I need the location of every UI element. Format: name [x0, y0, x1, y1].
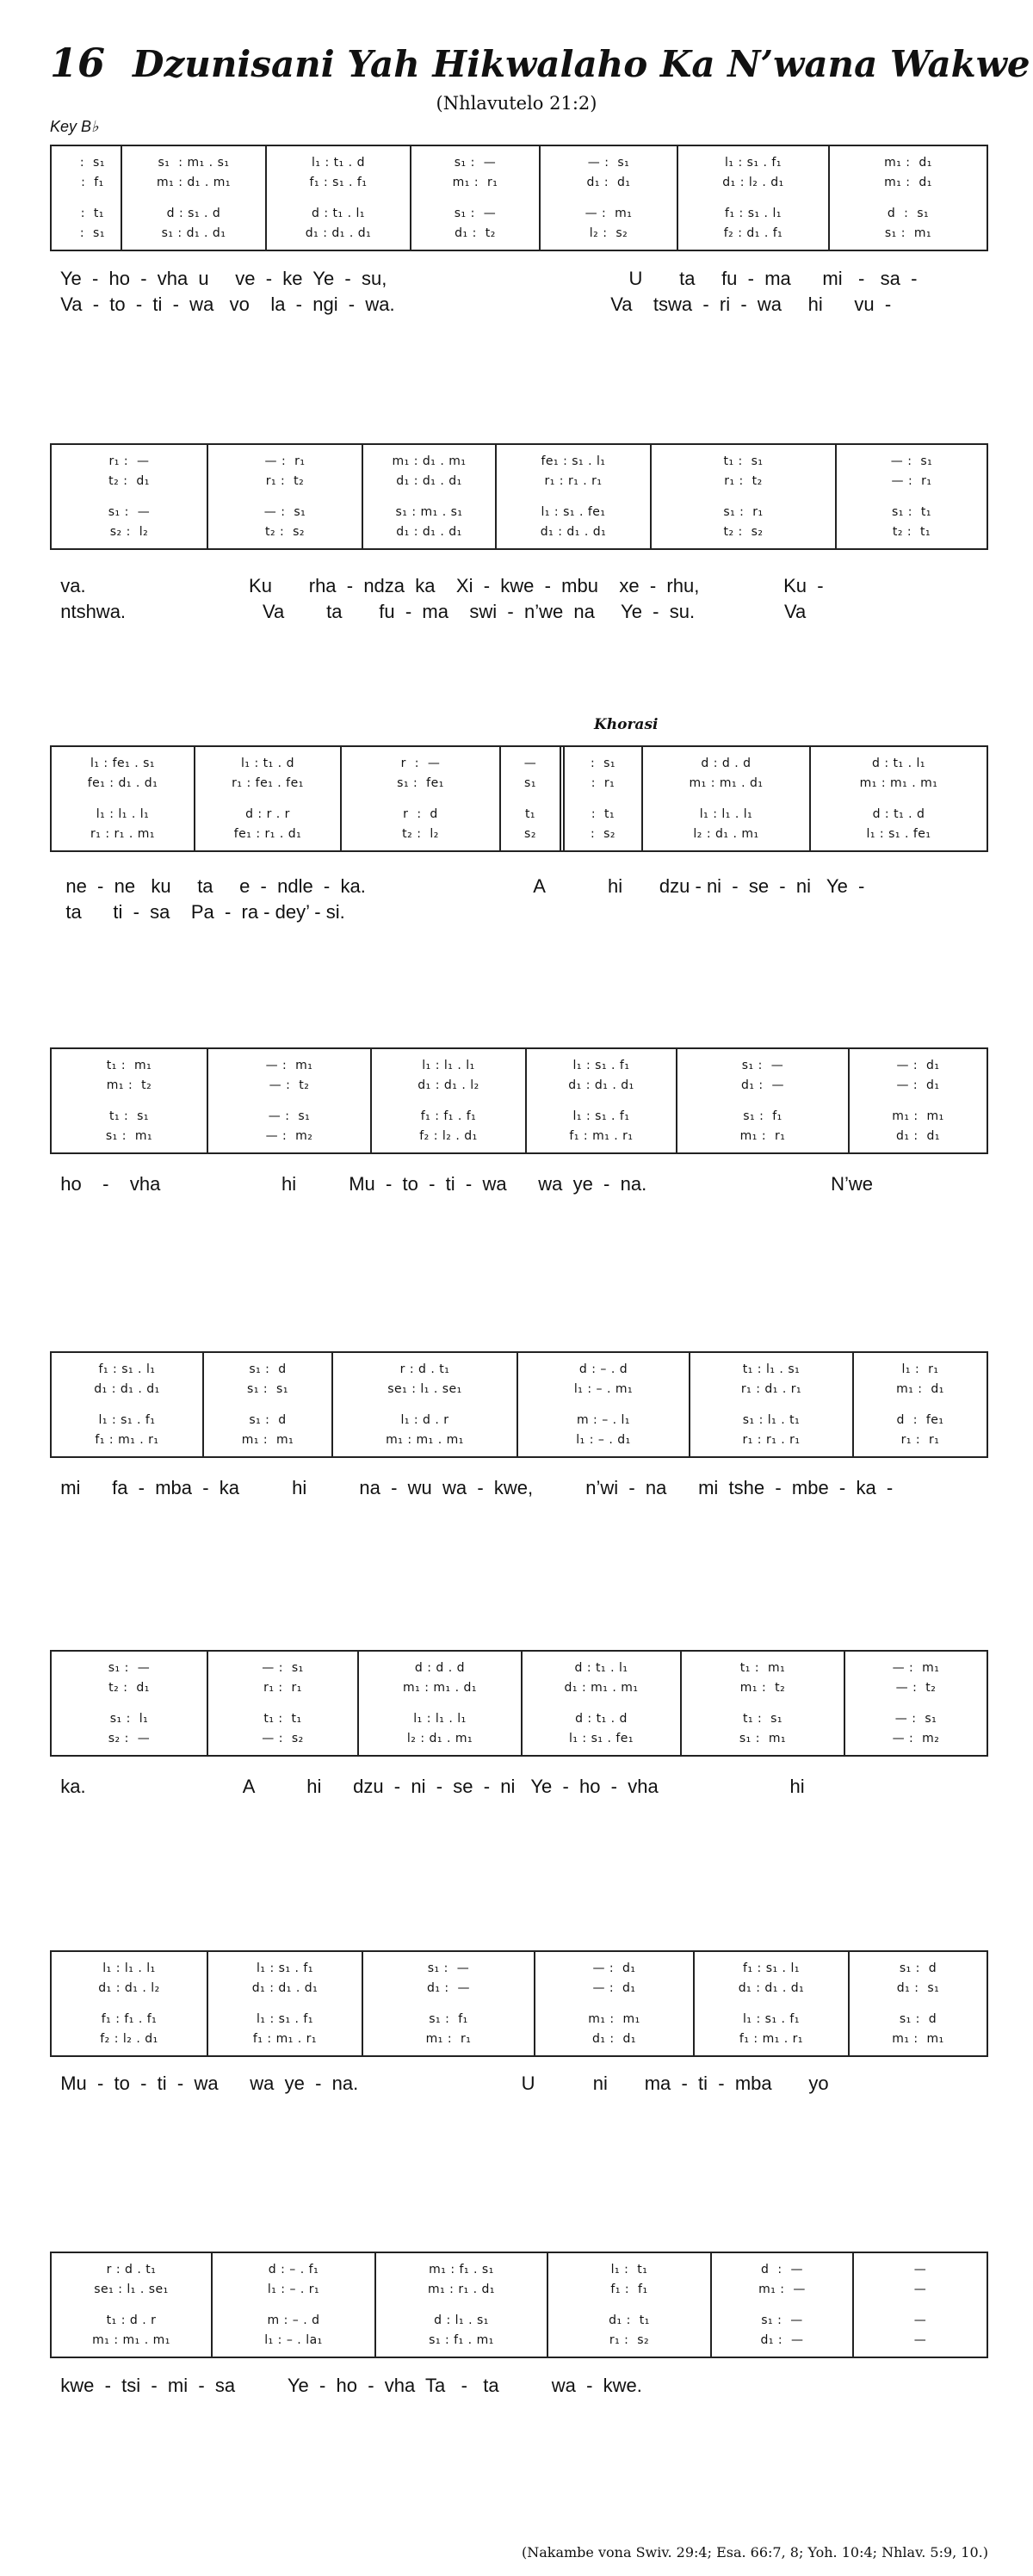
voice-line: m₁ : t₂	[106, 1078, 152, 1092]
voice-line: m₁ : r₁	[452, 176, 498, 189]
voice-line: l₁ : l₁ . l₁	[413, 1712, 467, 1726]
voice-line: l₁ : l₁ . l₁	[96, 807, 150, 821]
lyric-line: kwe - tsi - mi - sa Ye - ho - vha Ta - ta wa - kwe.	[50, 2375, 642, 2396]
voice-line: l₁ : l₁ . l₁	[102, 1961, 156, 1975]
measure	[207, 445, 362, 548]
voice-line: t₁ : t₁	[263, 1712, 302, 1726]
voice-line: t₁ : s₁	[108, 1109, 150, 1123]
voice-line: t₁	[524, 807, 536, 821]
voice-line: — : s₁	[890, 454, 933, 468]
voice-line: d : t₁ . d	[872, 807, 925, 821]
voice-line: t₂ : t₁	[892, 525, 931, 539]
voice-line: — : r₁	[891, 474, 932, 488]
voice-line: : r₁	[591, 776, 615, 790]
voice-line: s₁ : s₁	[247, 1382, 288, 1396]
voice-line: s₁ : —	[427, 1961, 470, 1975]
measure	[52, 747, 194, 850]
voice-line: fe₁ : r₁ . d₁	[233, 827, 302, 841]
voice-line: m : – . l₁	[576, 1413, 631, 1427]
voice-line: r₁ : d₁ . r₁	[740, 1382, 802, 1396]
voice-line: m₁ : m₁ . m₁	[92, 2333, 170, 2347]
voice-line: d₁ : d₁ . d₁	[568, 1078, 634, 1092]
lyric-line: ka. A hi dzu - ni - se - ni Ye - ho - vha hi	[50, 1776, 805, 1797]
measure	[52, 1952, 207, 2055]
measure	[207, 1952, 362, 2055]
music-system	[50, 145, 988, 251]
lyric-line: Mu - to - ti - wa wa ye - na. U ni ma - ti - mba yo	[50, 2073, 829, 2094]
measure	[848, 1049, 987, 1152]
lyric-line: ta ti - sa Pa - ra - dey’ - si.	[50, 901, 345, 923]
voice-line: m₁ : d₁	[884, 156, 932, 170]
voice-line: m₁ : m₁ . d₁	[689, 776, 764, 790]
voice-line: : s₁	[590, 757, 616, 770]
voice-line: s₂ : —	[108, 1732, 151, 1745]
measure	[52, 1049, 207, 1152]
voice-line: l₁ : s₁ . f₁	[743, 2012, 800, 2026]
voice-line: : s₁	[67, 226, 105, 240]
measure	[357, 1652, 521, 1755]
voice-line: d₁ : d₁ . d₁	[738, 1981, 805, 1995]
voice-line: r : —	[400, 757, 441, 770]
voice-line: m₁ : r₁ . d₁	[427, 2283, 496, 2296]
voice-line: l₁ : – . r₁	[267, 2283, 320, 2296]
voice-line: r₁ : r₁ . m₁	[90, 827, 155, 841]
voice-line: l₁ : t₁ . d	[312, 156, 365, 170]
voice-line: r₁ : r₁	[263, 1681, 302, 1695]
measure	[194, 747, 340, 850]
voice-line: fe₁ : d₁ . d₁	[87, 776, 158, 790]
voice-line: m₁ : d₁	[884, 176, 932, 189]
music-system	[50, 2252, 988, 2358]
voice-line: l₂ : d₁ . m₁	[693, 827, 759, 841]
measure	[809, 747, 987, 850]
voice-line: m₁ : m₁ . d₁	[403, 1681, 477, 1695]
measure	[560, 747, 641, 850]
voice-line: l₁ : s₁ . f₁	[98, 1413, 156, 1427]
measure	[710, 2253, 852, 2357]
voice-line: d₁ : d₁	[586, 176, 631, 189]
measure	[340, 747, 499, 850]
voice-line: d : s₁ . d	[166, 207, 221, 220]
voice-line: —	[913, 2283, 927, 2296]
chorus-label: Khorasi	[594, 716, 659, 733]
hymn-heading	[50, 40, 1030, 86]
voice-line: d₁ : d₁	[591, 2032, 637, 2046]
voice-line: s₁ : m₁ . s₁	[158, 156, 230, 170]
voice-line: r₁ : r₁ . r₁	[544, 474, 603, 488]
voice-line: l₁ : l₁ . l₁	[422, 1059, 475, 1072]
music-system	[50, 745, 988, 852]
voice-line: m₁ : r₁	[425, 2032, 472, 2046]
voice-line: s₁ : m₁ . s₁	[395, 505, 463, 519]
voice-line: s₁ : m₁	[884, 226, 932, 240]
voice-line: m₁ : d₁ . m₁	[392, 454, 467, 468]
voice-line: s₁ : l₁	[109, 1712, 149, 1726]
voice-line: : s₁	[67, 156, 105, 170]
music-system	[50, 1650, 988, 1757]
voice-line: f₂ : d₁ . f₁	[723, 226, 783, 240]
measure	[641, 747, 809, 850]
voice-line: d : fe₁	[896, 1413, 944, 1427]
voice-line: r₁ : r₁ . r₁	[742, 1433, 801, 1447]
voice-line: — : d₁	[592, 1961, 636, 1975]
voice-line: — : s₁	[263, 505, 306, 519]
voice-line: s₁ : d	[249, 1362, 287, 1376]
voice-line: f₂ : l₂ . d₁	[100, 2032, 158, 2046]
voice-line: — : m₂	[265, 1129, 313, 1143]
measure	[52, 1652, 207, 1755]
hymn-title: Dzunisani Yah Hikwalaho Ka N’wana Wakwe	[133, 43, 1030, 85]
voice-line: d₁ : —	[426, 1981, 471, 1995]
measure	[202, 1353, 331, 1456]
voice-line: d : r . r	[245, 807, 290, 821]
measure	[52, 1353, 202, 1456]
voice-line: s₁ : m₁	[739, 1732, 787, 1745]
voice-line: — : m₁	[265, 1059, 313, 1072]
voice-line: d₁ : d₁	[895, 1129, 941, 1143]
voice-line: s₁ : —	[741, 1059, 784, 1072]
voice-line: f₁ : s₁ . l₁	[98, 1362, 156, 1376]
measure	[52, 146, 121, 250]
voice-line: — : m₁	[892, 1661, 940, 1675]
measure	[693, 1952, 848, 2055]
voice-line: d : t₁ . d	[575, 1712, 628, 1726]
measure	[52, 2253, 211, 2357]
voice-line: r₁ : fe₁ . fe₁	[232, 776, 304, 790]
measure	[495, 445, 650, 548]
voice-line: — : t₂	[269, 1078, 310, 1092]
voice-line: d : l₁ . s₁	[434, 2313, 489, 2327]
voice-line: l₁ : s₁ . f₁	[257, 1961, 313, 1975]
voice-line: r₁ : t₂	[265, 474, 305, 488]
voice-line: t₁ : m₁	[739, 1661, 786, 1675]
voice-line: s₁ : r₁	[723, 505, 764, 519]
voice-line: l₁ : r₁	[901, 1362, 939, 1376]
voice-line: : t₁	[591, 807, 615, 821]
voice-line: d₁ : d₁ . d₁	[305, 226, 372, 240]
voice-line: t₁ : s₁	[723, 454, 764, 468]
measure	[211, 2253, 374, 2357]
voice-line: l₁ : s₁ . f₁	[572, 1109, 630, 1123]
voice-line: —	[913, 2263, 927, 2276]
measure	[852, 1353, 987, 1456]
voice-line: f₁ : s₁ . l₁	[743, 1961, 800, 1975]
voice-line: — : s₁	[268, 1109, 311, 1123]
voice-line: f₁ : m₁ . r₁	[739, 2032, 804, 2046]
voice-line: f₁ : m₁ . r₁	[252, 2032, 318, 2046]
hymn-number: 16	[50, 40, 106, 86]
voice-line: m₁ : f₁ . s₁	[429, 2263, 494, 2276]
voice-line: f₁ : f₁	[610, 2283, 648, 2296]
voice-line: d : —	[761, 2263, 803, 2276]
voice-line: f₁ : f₁ . f₁	[101, 2012, 158, 2026]
voice-line: s₂	[524, 827, 536, 841]
voice-line: f₂ : l₂ . d₁	[419, 1129, 478, 1143]
voice-line: s₁ : l₁ . t₁	[742, 1413, 801, 1427]
measure	[650, 445, 835, 548]
voice-line: — : s₁	[587, 156, 630, 170]
lyric-line: ntshwa. Va ta fu - ma swi - n’we na Ye - su. Va	[50, 601, 807, 622]
voice-line: d₁ : d₁ . l₂	[418, 1078, 479, 1092]
voice-line: d : d . d	[414, 1661, 466, 1675]
voice-line: l₁ : s₁ . f₁	[572, 1059, 630, 1072]
voice-line: l₂ : d₁ . m₁	[406, 1732, 473, 1745]
voice-line: s₁ : —	[108, 505, 151, 519]
voice-line: : s₂	[590, 827, 616, 841]
voice-line: s₂ : l₂	[109, 525, 149, 539]
voice-line: r₁ : r₁	[900, 1433, 940, 1447]
voice-line: m₁ : m₁	[588, 2012, 640, 2026]
voice-line: —	[913, 2333, 927, 2347]
lyric-line: ne - ne ku ta e - ndle - ka. A hi dzu - ni - se - ni Ye -	[50, 875, 865, 897]
voice-line: d₁ : d₁ . d₁	[94, 1382, 160, 1396]
voice-line: t₂ : d₁	[108, 1681, 150, 1695]
music-system	[50, 1351, 988, 1458]
voice-line: t₁ : l₁ . s₁	[742, 1362, 801, 1376]
voice-line: d : d . d	[701, 757, 752, 770]
voice-line: d₁ : l₂ . d₁	[722, 176, 784, 189]
voice-line: t₂ : l₂	[402, 827, 439, 841]
voice-line: s₁ : —	[454, 156, 497, 170]
measure	[499, 747, 560, 850]
measure	[828, 146, 987, 250]
voice-line: — : t₂	[895, 1681, 937, 1695]
voice-line: m₁ : —	[758, 2283, 806, 2296]
voice-line: s₁ : d₁ . d₁	[161, 226, 226, 240]
voice-line: l₁ : s₁ . f₁	[257, 2012, 313, 2026]
footnote: (Nakambe vona Swiv. 29:4; Esa. 66:7, 8; Yoh. 10:4; Nhlav. 5:9, 10.)	[521, 2544, 988, 2561]
voice-line: l₁ : l₁ . l₁	[699, 807, 753, 821]
measure	[521, 1652, 680, 1755]
measure	[410, 146, 539, 250]
voice-line: l₁ : – . d₁	[576, 1433, 631, 1447]
voice-line: f₁ : s₁ . l₁	[725, 207, 782, 220]
voice-line: fe₁ : s₁ . l₁	[541, 454, 606, 468]
voice-line: l₁ : s₁ . fe₁	[866, 827, 931, 841]
voice-line: m₁ : m₁ . m₁	[386, 1433, 464, 1447]
measure	[374, 2253, 547, 2357]
voice-line: f₁ : s₁ . f₁	[309, 176, 368, 189]
voice-line: t₁ : d . r	[106, 2313, 157, 2327]
measure	[680, 1652, 844, 1755]
voice-line: m₁ : t₂	[739, 1681, 786, 1695]
voice-line: t₂ : d₁	[108, 474, 150, 488]
voice-line: t₂ : s₂	[723, 525, 764, 539]
voice-line: l₁ : fe₁ . s₁	[90, 757, 156, 770]
voice-line: t₁ : m₁	[106, 1059, 152, 1072]
voice-line: s₁ : d	[249, 1413, 287, 1427]
voice-line: l₂ : s₂	[589, 226, 628, 240]
voice-line: — : s₂	[262, 1732, 304, 1745]
voice-line: s₁ : f₁	[429, 2012, 468, 2026]
voice-line: l₁ : t₁ . d	[241, 757, 294, 770]
music-system	[50, 443, 988, 550]
measure	[331, 1353, 516, 1456]
voice-line: d : s₁	[887, 207, 930, 220]
voice-line: s₁ : —	[454, 207, 497, 220]
voice-line: f₁ : f₁ . f₁	[420, 1109, 477, 1123]
measure	[525, 1049, 676, 1152]
voice-line: d₁ : —	[760, 2333, 804, 2347]
voice-line: m₁ : m₁	[892, 1109, 944, 1123]
voice-line: l₁ : – . m₁	[573, 1382, 634, 1396]
voice-line: — : s₁	[262, 1661, 304, 1675]
lyric-line: Va - to - ti - wa vo la - ngi - wa. Va tswa - ri - wa hi vu -	[50, 293, 892, 315]
voice-line: r : d . t₁	[106, 2263, 157, 2276]
voice-line: l₁ : – . la₁	[264, 2333, 323, 2347]
voice-line: d₁ : t₂	[455, 226, 496, 240]
voice-line: t₂ : s₂	[264, 525, 306, 539]
voice-line: — : m₂	[892, 1732, 940, 1745]
voice-line: — : d₁	[592, 1981, 636, 1995]
voice-line: d₁ : t₁	[609, 2313, 650, 2327]
measure	[547, 2253, 710, 2357]
measure	[52, 445, 207, 548]
voice-line: d₁ : d₁ . d₁	[251, 1981, 319, 1995]
voice-line: r₁ : t₂	[724, 474, 763, 488]
measure	[362, 445, 495, 548]
voice-line: m₁ : m₁ . m₁	[859, 776, 938, 790]
voice-line: — : s₁	[894, 1712, 937, 1726]
voice-line: s₁ : d	[899, 1961, 937, 1975]
measure	[848, 1952, 987, 2055]
measure	[835, 445, 987, 548]
voice-line: m₁ : d₁ . m₁	[157, 176, 231, 189]
voice-line: —	[523, 757, 537, 770]
key-signature: Key B♭	[50, 118, 99, 135]
measure	[677, 146, 828, 250]
voice-line: s₁ : —	[108, 1661, 151, 1675]
measure	[207, 1652, 357, 1755]
voice-line: s₁ : d	[899, 2012, 937, 2026]
measure	[207, 1049, 370, 1152]
measure	[370, 1049, 525, 1152]
voice-line: m₁ : m₁	[892, 2032, 944, 2046]
voice-line: d₁ : d₁ . d₁	[396, 474, 462, 488]
measure	[516, 1353, 689, 1456]
voice-line: — : m₁	[585, 207, 633, 220]
voice-line: d : – . f₁	[268, 2263, 319, 2276]
voice-line: m₁ : m₁	[241, 1433, 294, 1447]
measure	[676, 1049, 848, 1152]
voice-line: : f₁	[68, 176, 104, 189]
voice-line: s₁ : f₁ . m₁	[429, 2333, 494, 2347]
voice-line: — : r₁	[264, 454, 306, 468]
voice-line: r₁ : —	[108, 454, 150, 468]
voice-line: s₁ : fe₁	[397, 776, 444, 790]
voice-line: l₁ : t₁	[610, 2263, 648, 2276]
voice-line: m : – . d	[267, 2313, 320, 2327]
measure	[362, 1952, 534, 2055]
measure	[121, 146, 265, 250]
measure	[852, 2253, 987, 2357]
measure	[689, 1353, 852, 1456]
voice-line: m₁ : r₁	[739, 1129, 786, 1143]
voice-line: — : d₁	[896, 1078, 940, 1092]
measure	[534, 1952, 693, 2055]
voice-line: f₁ : m₁ . r₁	[95, 1433, 159, 1447]
voice-line: d : t₁ . l₁	[312, 207, 365, 220]
voice-line: s₁ : f₁	[743, 1109, 782, 1123]
voice-line: s₁ : —	[761, 2313, 803, 2327]
voice-line: se₁ : l₁ . se₁	[94, 2283, 169, 2296]
voice-line: r : d . t₁	[399, 1362, 450, 1376]
measure	[539, 146, 677, 250]
voice-line: l₁ : s₁ . fe₁	[541, 505, 606, 519]
voice-line: : t₁	[67, 207, 105, 220]
voice-line: t₁ : s₁	[742, 1712, 783, 1726]
voice-line: d₁ : d₁ . l₂	[98, 1981, 160, 1995]
voice-line: r₁ : s₂	[609, 2333, 650, 2347]
voice-line: s₁ : t₁	[891, 505, 932, 519]
lyric-line: Ye - ho - vha u ve - ke Ye - su, U ta fu - ma mi - sa -	[50, 268, 918, 289]
music-system	[50, 1950, 988, 2057]
voice-line: d : t₁ . l₁	[574, 1661, 628, 1675]
voice-line: m₁ : d₁	[896, 1382, 944, 1396]
voice-line: d₁ : d₁ . d₁	[540, 525, 607, 539]
voice-line: d₁ : d₁ . d₁	[396, 525, 462, 539]
scripture-reference: (Nhlavutelo 21:2)	[436, 93, 597, 114]
voice-line: d₁ : —	[740, 1078, 785, 1092]
voice-line: r : d	[403, 807, 438, 821]
measure	[844, 1652, 987, 1755]
measure	[265, 146, 410, 250]
voice-line: —	[913, 2313, 927, 2327]
music-system	[50, 1047, 988, 1154]
voice-line: f₁ : m₁ . r₁	[569, 1129, 634, 1143]
voice-line: l₁ : s₁ . f₁	[725, 156, 782, 170]
lyric-line: va. Ku rha - ndza ka Xi - kwe - mbu xe - rhu, Ku -	[50, 575, 824, 596]
voice-line: s₁ : m₁	[105, 1129, 153, 1143]
voice-line: d₁ : s₁	[896, 1981, 940, 1995]
voice-line: se₁ : l₁ . se₁	[387, 1382, 462, 1396]
voice-line: d₁ : m₁ . m₁	[564, 1681, 639, 1695]
lyric-line: ho - vha hi Mu - to - ti - wa wa ye - na. N’we	[50, 1173, 874, 1195]
voice-line: d : – . d	[578, 1362, 628, 1376]
voice-line: — : d₁	[896, 1059, 940, 1072]
voice-line: l₁ : d . r	[400, 1413, 449, 1427]
voice-line: d : t₁ . l₁	[872, 757, 925, 770]
lyric-line: mi fa - mba - ka hi na - wu wa - kwe, n’wi - na mi tshe - mbe - ka -	[50, 1477, 894, 1498]
voice-line: s₁	[524, 776, 536, 790]
voice-line: l₁ : s₁ . fe₁	[568, 1732, 634, 1745]
